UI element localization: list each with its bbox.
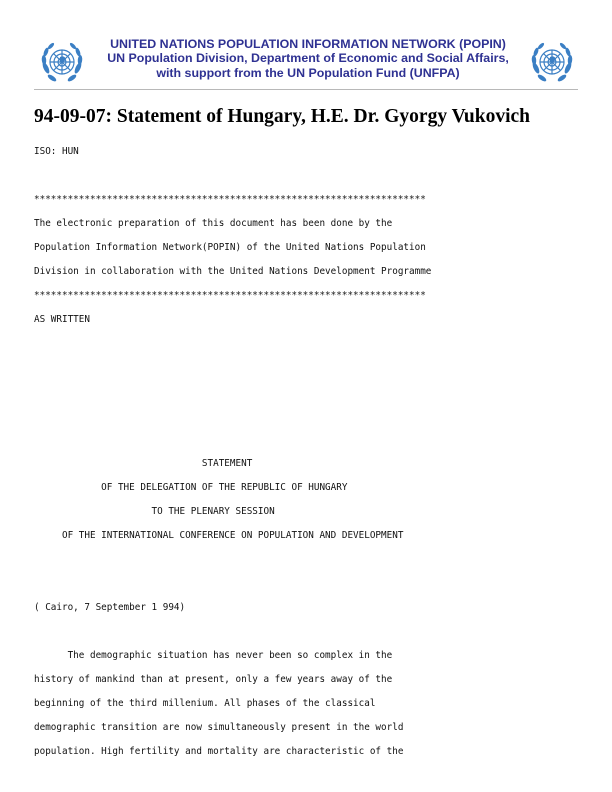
preparation-note-line: Population Information Network(POPIN) of the United Nations Population (34, 242, 426, 253)
header-divider (34, 89, 578, 90)
body-text-line: population. High fertility and mortality are characteristic of the (34, 746, 404, 757)
place-and-date: ( Cairo, 7 September 1 994) (34, 602, 186, 613)
un-emblem-icon (38, 38, 86, 86)
statement-heading-line: STATEMENT (34, 458, 253, 469)
statement-heading-line: OF THE DELEGATION OF THE REPUBLIC OF HUNGARY (34, 482, 348, 493)
body-text-line: The demographic situation has never been so complex in the (34, 650, 393, 661)
body-text-line: history of mankind than at present, only a few years away of the (34, 674, 393, 685)
document-title: 94-09-07: Statement of Hungary, H.E. Dr. Gyorgy Vukovich (34, 106, 531, 127)
statement-heading-line: TO THE PLENARY SESSION (34, 506, 275, 517)
iso-code: ISO: HUN (34, 146, 79, 157)
asterisk-separator-bottom: ********************************************************************** (34, 290, 426, 301)
un-emblem-icon (528, 38, 576, 86)
preparation-note-line: The electronic preparation of this document has been done by the (34, 218, 393, 229)
header-line-division: UN Population Division, Department of Economic and Social Affairs, (107, 51, 509, 66)
header-line-popin: UNITED NATIONS POPULATION INFORMATION NETWORK (POPIN) (110, 37, 506, 51)
body-text-line: demographic transition are now simultaneously present in the world (34, 722, 404, 733)
header-title-block (88, 37, 528, 80)
asterisk-separator-top: ********************************************************************** (34, 194, 426, 205)
body-text-line: beginning of the third millenium. All phases of the classical (34, 698, 376, 709)
preparation-note-line: Division in collaboration with the United Nations Development Programme (34, 266, 432, 277)
header-line-support: with support from the UN Population Fund (UNFPA) (156, 65, 460, 80)
as-written-note: AS WRITTEN (34, 314, 90, 325)
statement-heading-line: OF THE INTERNATIONAL CONFERENCE ON POPULATION AND DEVELOPMENT (34, 530, 404, 541)
popin-header (30, 36, 578, 88)
